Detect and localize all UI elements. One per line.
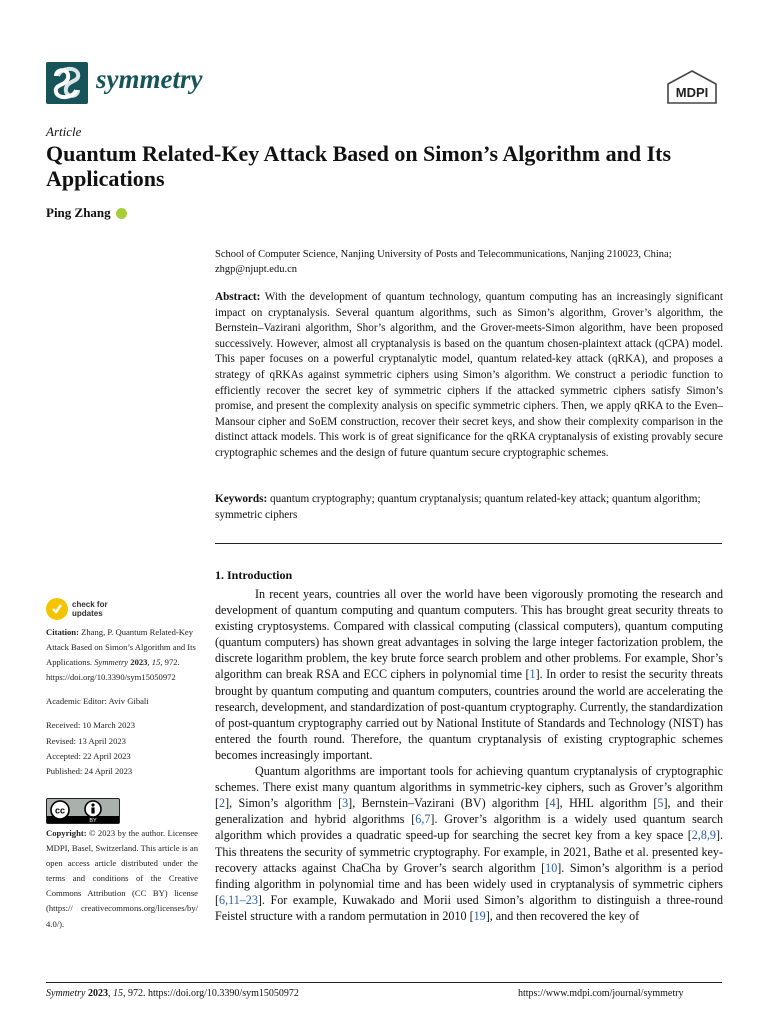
mdpi-logo — [666, 70, 718, 104]
footer-citation: Symmetry 2023, 15, 972. https://doi.org/10.3390/sym15050972 — [46, 988, 299, 999]
svg-text:cc: cc — [54, 805, 66, 816]
footer-divider — [46, 982, 722, 983]
citation-link[interactable]: 3 — [342, 796, 349, 811]
cc-by-license-badge[interactable] — [46, 798, 120, 824]
svg-text:MDPI: MDPI — [675, 85, 709, 100]
article-type: Article — [46, 124, 82, 139]
keywords-text: quantum cryptography; quantum cryptanalysis; quantum related-key attack; quantum algorithm; symmetric ciphers — [215, 493, 701, 521]
author-name[interactable]: Ping Zhang — [46, 205, 111, 220]
accepted-date: Accepted: 22 April 2023 — [46, 750, 131, 761]
academic-editor: Academic Editor: Aviv Gibali — [46, 696, 149, 707]
article-title: Quantum Related-Key Attack Based on Simon’s Algorithm and Its Applications — [46, 141, 672, 191]
received-date: Received: 10 March 2023 — [46, 720, 136, 731]
section-divider — [215, 543, 722, 544]
citation-link[interactable]: 6,11–23 — [219, 892, 258, 907]
orcid-icon[interactable] — [116, 208, 127, 219]
citation: Citation: Zhang, P. Quantum Related-Key Attack Based on Simon’s Algorithm and Its Applications. Symmetry 2023, 15, 972. https://doi.org/10.3390/sym15050972 — [46, 627, 196, 683]
footer-journal-url[interactable]: https://www.mdpi.com/journal/symmetry — [518, 988, 684, 999]
check-for-updates-button[interactable] — [46, 598, 108, 620]
citation-link[interactable]: 1 — [529, 667, 536, 682]
citation-link[interactable]: 2 — [219, 796, 226, 811]
published-date: Published: 24 April 2023 — [46, 765, 133, 776]
journal-logo-icon — [46, 62, 88, 104]
paragraph: In recent years, countries all over the world have been vigorously promoting the research and development of quantum computing and quantum computers. This has brought great security threats to existing cryptosystems. Compared with classical computing (classical computers), quantum computing (quantum computers) has shown great advantages in solving the large integer factorization problem, the discrete logarithm problem, the key brute force search problem and other problems. For example, Shor’s algorithm can break RSA and ECC ciphers in polynomial time [1]. In order to resist the security threats brought by quantum computing and quantum computers, countries around the world are accelerating the research, development, and standardization of post-quantum cryptography. Currently, the standardization of post-quantum cryptography carried out by National Institute of Standards and Technology (NIST) has entered the fourth round. Therefore, the quantum cryptanalysis of existing cryptographic schemes becomes increasingly important. — [215, 587, 723, 762]
citation-link[interactable]: 5 — [657, 796, 664, 811]
citation-link[interactable]: 2,8,9 — [691, 828, 716, 843]
paragraph: Quantum algorithms are important tools for achieving quantum cryptanalysis of cryptographic schemes. There exist many quantum algorithms in symmetric-key ciphers, such as Grover’s algorithm [2], Simon’s algorithm [3], Bernstein–Vazirani (BV) algorithm [4], HHL algorithm [5], and their generalization and hybrid algorithms [6,7]. Grover’s algorithm is a widely used quantum search algorithm which provides a quadratic speed-up for searching the secret key from a key space [2,8,9]. This threatens the security of symmetric cryptography. For example, in 2021, Bathe et al. presented key-recovery attacks against ChaCha by Grover’s search algorithm [10]. Simon’s algorithm is a period finding algorithm in polynomial time and has been widely used in cryptanalysis of symmetric ciphers [6,11–23]. For example, Kuwakado and Morii used Simon’s algorithm to distinguish a three-round Feistel structure with a random permutation in 2010 [19], and then recovered the key of — [215, 764, 723, 923]
abstract-text: With the development of quantum technology, quantum computing has an increasingly significant impact on cryptanalysis. Several quantum algorithms, such as Simon’s algorithm, Grover’s algorithm, the Bernstein–Vazirani algorithm, Shor’s algorithm, and the Grover-meets-Simon algorithm, have been proposed successively. However, almost all cryptanalysis is based on the quantum chosen-plaintext attack (qCPA) model. This paper focuses on a powerful cryptanalytic model, quantum related-key attack (qRKA), and proposes a strategy of qRKAs against symmetric ciphers using Simon’s algorithm. We construct a periodic function to efficiently recover the secret key of symmetric ciphers if the attacked symmetric ciphers satisfy Simon’s promise, and present the complexity analysis on specific symmetric ciphers. Then, we apply qRKA to the Even–Mansour cipher and SoEM construction, recover their secret keys, and show their complexity comparison in the distinct attack models. This work is of great significance for the qRKA cryptanalysis of existing provably secure cryptographic schemes and the design of future quantum secure cryptographic schemes. — [215, 291, 723, 459]
checkmark-icon — [46, 598, 68, 620]
body-text — [215, 586, 723, 924]
section-heading: 1. Introduction — [215, 568, 293, 582]
keywords — [215, 492, 723, 523]
affiliation: School of Computer Science, Nanjing University of Posts and Telecommunications, Nanjing 210023, China; zhgp@njupt.edu.cn — [215, 249, 672, 275]
article-info-sidebar — [46, 625, 198, 779]
journal-name: symmetry — [96, 64, 203, 94]
revised-date: Revised: 13 April 2023 — [46, 735, 126, 746]
author — [46, 205, 127, 221]
keywords-label: Keywords: — [215, 493, 268, 505]
check-for-updates-label: check for updates — [72, 600, 108, 618]
citation-link[interactable]: 19 — [473, 908, 486, 923]
copyright-notice: Copyright: © 2023 by the author. Licensee MDPI, Basel, Switzerland. This article is an open access article distributed under the terms and conditions of the Creative Commons Attribution (CC BY) license (https:// creativecommons.org/licenses/by/ 4.0/). — [46, 828, 198, 929]
citation-link[interactable]: 10 — [545, 860, 558, 875]
svg-text:BY: BY — [89, 818, 97, 823]
abstract — [215, 290, 723, 462]
abstract-label: Abstract: — [215, 291, 261, 303]
citation-link[interactable]: 6,7 — [415, 812, 431, 827]
citation-link[interactable]: 4 — [549, 796, 556, 811]
